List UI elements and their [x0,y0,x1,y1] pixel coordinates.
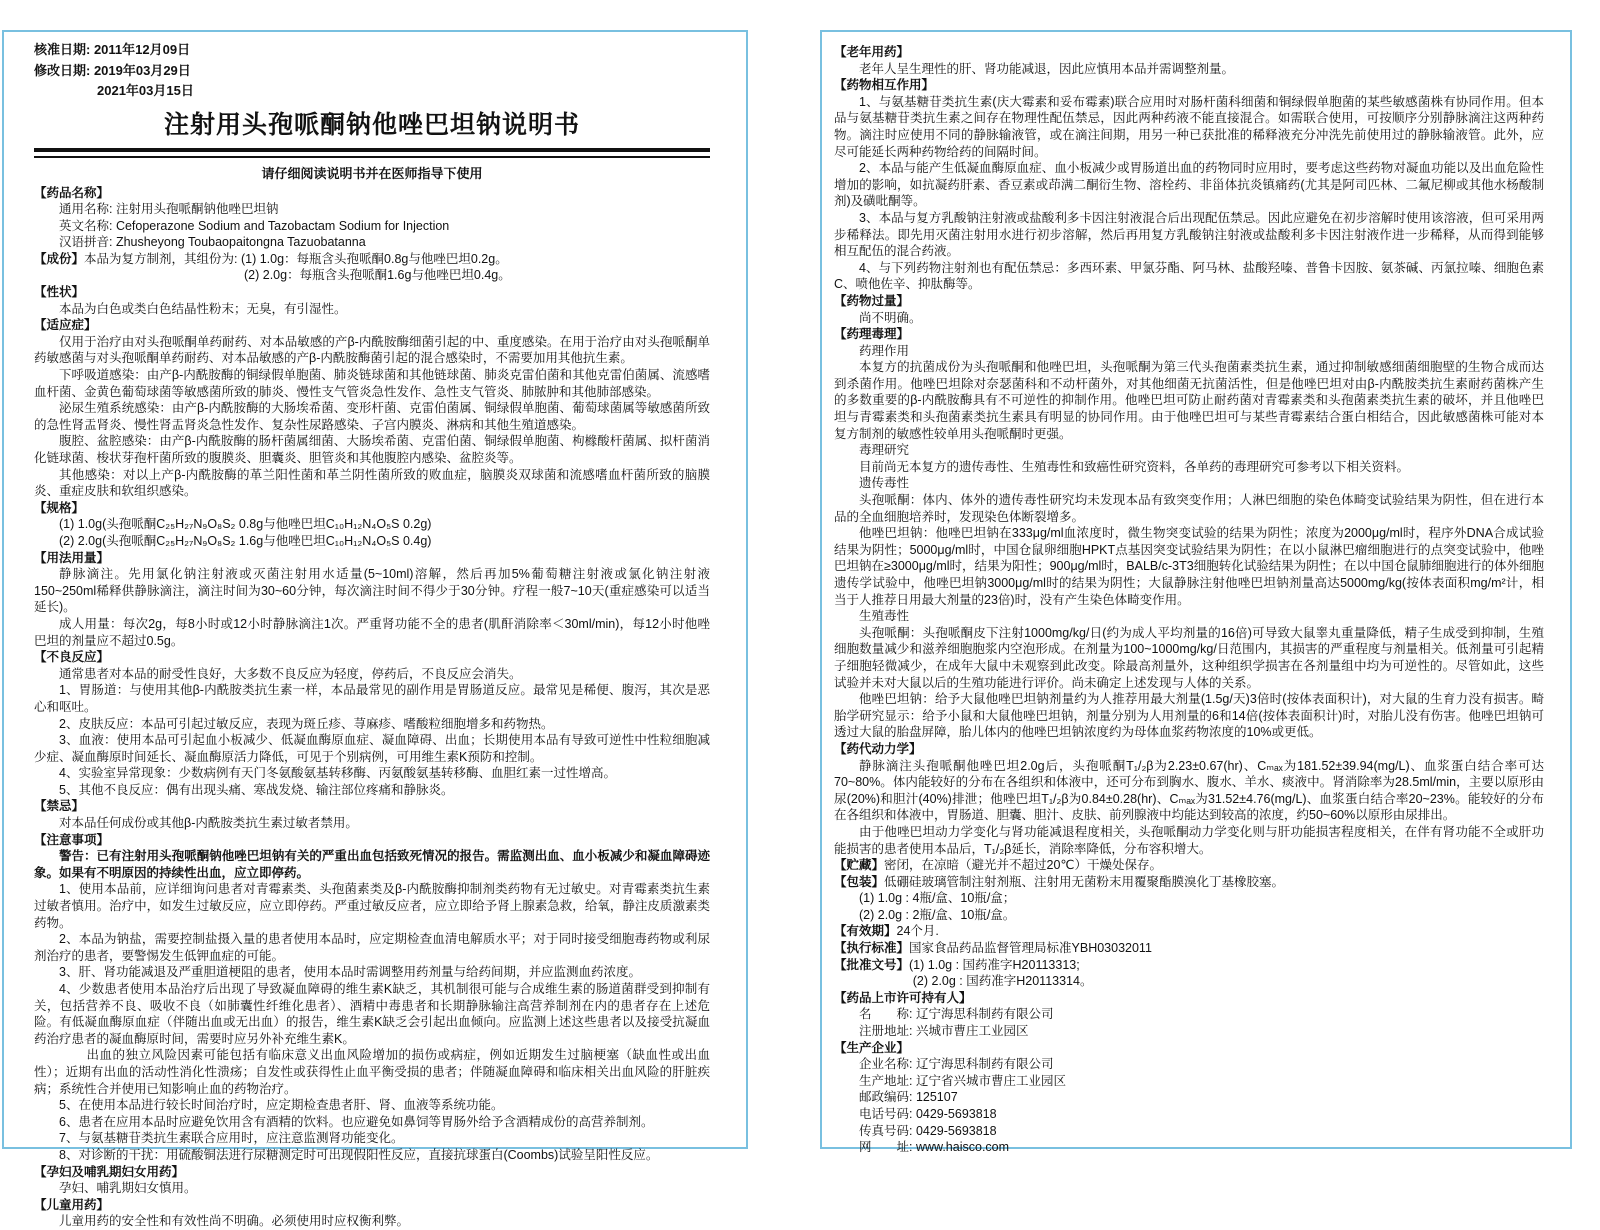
paragraph: 3、血液：使用本品可引起血小板减少、低凝血酶原血症、凝血障碍、出血；长期使用本品有导致可逆性中性粒细胞减少症、凝血酶原时间延长、凝血酶原活力降低，可见于个别病例，可用维生素K预防和控制。 [34,733,710,764]
paragraph: 孕妇、哺乳期妇女慎用。 [59,1181,197,1196]
approval-date: 核准日期: 2011年12月09日 [34,42,191,57]
paragraph: 2、皮肤反应：本品可引起过敏反应，表现为斑丘疹、荨麻疹、嗜酸粒细胞增多和药物热。 [59,716,554,731]
paragraph: 注册地址: 兴城市曹庄工业园区 [859,1024,1029,1039]
paragraph: 药理作用 [859,343,910,358]
paragraph: 企业名称: 辽宁海思科制药有限公司 [859,1057,1054,1072]
right-page-body [834,44,1544,1156]
paragraph: 静脉滴注。先用氯化钠注射液或灭菌注射用水适量(5~10ml)溶解，然后再加5%葡萄糖注射液或氯化钠注射液150~250ml稀释供静脉滴注，滴注时间为30~60分钟，每次滴注时间不得少于30分钟。疗程一般7~10天(重症感染可以适当延长)。 [34,567,710,615]
labeled-line: 【有效期】24个月. [834,924,939,939]
paragraph: 成人用量：每次2g，每8小时或12小时静脉滴注1次。严重肾功能不全的患者(肌酐消除率＜30ml/min)，每12小时他唑巴坦的剂量应不超过0.5g。 [34,616,710,648]
paragraph: 遗传毒性 [859,476,910,491]
paragraph: 头孢哌酮：头孢哌酮皮下注射1000mg/kg/日(约为成人平均剂量的16倍)可导致大鼠睾丸重量降低，精子生成受到抑制，生殖细胞数量减少和滋养细胞胞浆内空泡形成。在剂量为100~1000mg/kg/日范围内，其损害的严重程度与剂量相关。低剂量可引起精子细胞轻微减少，在成年大鼠中未观察到此改变。除最高剂量外，这种组织学损害在各剂量组中均为可逆性的。尽管如此，这些试验并未对大鼠以后的生殖功能进行评价。尚未确定上述发现与人体的关系。 [834,625,1544,690]
paragraph: 邮政编码: 125107 [859,1090,958,1105]
page-right [820,30,1572,1155]
paragraph: 3、肝、肾功能减退及严重胆道梗阻的患者，使用本品时需调整用药剂量与给药间期，并应监测血药浓度。 [59,965,641,980]
paragraph: 通用名称: 注射用头孢哌酮钠他唑巴坦钠 [59,202,279,217]
section-label: 【贮藏】 [834,858,885,873]
paragraph: 本复方的抗菌成份为头孢哌酮和他唑巴坦，头孢哌酮为第三代头孢菌素类抗生素，通过抑制敏感细菌细胞壁的生物合成而达到杀菌作用。他唑巴坦除对奈瑟菌科和不动杆菌外，对其他细菌无抗菌活性，但是他唑巴坦对由β-内酰胺类抗生素耐药菌株产生的多数重要的β-内酰胺酶具有不可逆性的抑制作用。他唑巴坦可防止耐药菌对青霉素类和头孢菌素类抗生素的破坏，并且他唑巴坦与青霉素类和头孢菌素类抗生素具有明显的协同作用。由于他唑巴坦可与某些青霉素结合蛋白相结合，因此敏感菌株可能对本复方制剂的敏感性较单用头孢哌酮时更强。 [834,360,1544,441]
paragraph: 8、对诊断的干扰：用硫酸铜法进行尿糖测定时可出现假阳性反应，直接抗球蛋白(Coombs)试验呈阳性反应。 [59,1147,659,1162]
paragraph: 2、本品与能产生低凝血酶原血症、血小板减少或胃肠道出血的药物同时应用时，要考虑这些药物对凝血功能以及出血危险性增加的影响，如抗凝药肝素、香豆素或茚满二酮衍生物、溶栓药、非甾体抗炎镇痛药(尤其是阿司匹林、二氟尼柳或其他水杨酸制剂)及磺吡酮等。 [834,161,1544,209]
section-label: 【有效期】 [834,924,897,939]
section-label: 【批准文号】 [834,957,910,972]
paragraph: 汉语拼音: Zhusheyong Toubaopaitongna Tazuobatanna [59,235,366,250]
section-label: 【包装】 [834,874,885,889]
paragraph: (1) 1.0g : 4瓶/盒、10瓶/盒； [859,891,1016,906]
paragraph: 头孢哌酮：体内、体外的遗传毒性研究均未发现本品有致突变作用；人淋巴细胞的染色体畸变试验结果为阴性，但在进行本品的全血细胞培养时，发现染色体断裂增多。 [834,493,1544,524]
paragraph: 2、本品为钠盐，需要控制盐摄入量的患者使用本品时，应定期检查血清电解质水平；对于同时接受细胞毒药物或利尿剂治疗的患者，要警惕发生低钾血症的可能。 [34,932,710,963]
paragraph: 网 址: www.haisco.com [859,1140,1010,1155]
paragraph: 电话号码: 0429-5693818 [859,1107,997,1121]
section-heading: 【适应症】 [34,318,97,333]
section-heading: 【注意事项】 [34,832,110,847]
paragraph: (2) 2.0g(头孢哌酮C₂₅H₂₇N₉O₈S₂ 1.6g与他唑巴坦C₁₀H₁₂N₄O₅S 0.4g) [59,533,432,548]
paragraph: 4、实验室异常现象：少数病例有天门冬氨酸氨基转移酶、丙氨酸氨基转移酶、血胆红素一过性增高。 [59,766,616,781]
section-heading: 【禁忌】 [34,799,85,814]
labeled-line: 【成份】本品为复方制剂，其组份为: (1) 1.0g：每瓶含头孢哌酮0.8g与他唑巴坦0.2g。 [34,251,508,266]
paragraph: 老年人呈生理性的肝、肾功能减退，因此应慎用本品并需调整剂量。 [859,61,1235,76]
labeled-line: 【包装】低硼硅玻璃管制注射剂瓶、注射用无菌粉末用覆聚酯膜溴化丁基橡胶塞。 [834,874,1285,889]
section-heading: 【老年用药】 [834,45,910,59]
section-heading: 【规格】 [34,500,85,515]
page-left [2,30,748,1229]
paragraph: (1) 1.0g(头孢哌酮C₂₅H₂₇N₉O₈S₂ 0.8g与他唑巴坦C₁₀H₁₂N₄O₅S 0.2g) [59,517,432,532]
section-label: 【成份】 [34,251,85,266]
paragraph: 1、与氨基糖苷类抗生素(庆大霉素和妥布霉素)联合应用时对肠杆菌科细菌和铜绿假单胞菌的某些敏感菌株有协同作用。但本品与氨基糖苷类抗生素之间存在物理性配伍禁忌，因此两种药液不能直接混合。如需联合使用，可按顺序分别静脉滴注这两种药物。滴注时应使用不同的静脉输液管，或在滴注间期，用另一种已获批准的稀释液充分冲洗先前使用过的静脉输液管。此外，应尽可能延长两种药物给药的间隔时间。 [834,94,1544,159]
labeled-line: 【执行标准】国家食品药品监督管理局标准YBH03032011 [834,941,1152,956]
paragraph: 5、在使用本品进行较长时间治疗时，应定期检查患者肝、肾、血液等系统功能。 [59,1098,504,1113]
paragraph: 静脉滴注头孢哌酮他唑巴坦2.0g后，头孢哌酮T₁/₂β为2.23±0.67(hr)、Cₘₐₓ为181.52±39.94(mg/L)、血浆蛋白结合率可达70~80%。体内能较好的分布在各组织和体液中，还可分布到胸水、腹水、羊水、痰液中。肾消除率为28.5ml/min，主要以原形由尿(20%)和胆汁(40%)排泄；他唑巴坦T₁/₂β为0.84±0.28(hr)、Cₘₐₓ为31.52±4.76(mg/L)、血浆蛋白结合率20~23%。能较好的分布在各组织和体液中，胃肠道、胆囊、胆汁、皮肤、前列腺液中均能达到较高的浓度，约50~60%以原形由尿排出。 [834,758,1544,823]
paragraph: 3、本品与复方乳酸钠注射液或盐酸利多卡因注射液混合后出现配伍禁忌。因此应避免在初步溶解时使用该溶液，但可采用两步稀释法。即先用灭菌注射用水进行初步溶解，然后再用复方乳酸钠注射液或盐酸利多卡因注射液作进一步稀释，从而得到能够相互配伍的混合药液。 [834,210,1544,259]
paragraph: 腹腔、盆腔感染：由产β-内酰胺酶的肠杆菌属细菌、大肠埃希菌、克雷伯菌、铜绿假单胞菌、枸橼酸杆菌属、拟杆菌消化链球菌、梭状芽孢杆菌所致的腹膜炎、胆囊炎、胆管炎和其他腹腔内感染、盆腔炎等。 [34,434,710,465]
labeled-line: 【批准文号】(1) 1.0g : 国药准字H20113313; [834,957,1080,972]
paragraph: 1、胃肠道：与使用其他β-内酰胺类抗生素一样，本品最常见的副作用是胃肠道反应。最常见是稀便、腹泻，其次是恶心和呕吐。 [34,683,710,714]
revision-date-1: 修改日期: 2019年03月29日 [34,62,191,78]
paragraph: 4、少数患者使用本品治疗后出现了导致凝血障碍的维生素K缺乏，其机制很可能与合成维生素的肠道菌群受到抑制有关，包括营养不良、吸收不良（如肺囊性纤维化患者）、酒精中毒患者和长期静脉输注高营养制剂在内的患者存在上述危险。有低凝血酶原血症（伴随出血或无出血）的报告，维生素K缺乏会引起出血倾向。应监测上述这些患者以及接受抗凝血药治疗患者的凝血酶原时间，需要时应另外补充维生素K。 [34,982,710,1046]
paragraph: 他唑巴坦钠：他唑巴坦钠在333μg/ml血浓度时，微生物突变试验的结果为阴性；浓度为2000μg/ml时，程序外DNA合成试验结果为阴性；5000μg/ml时，中国仓鼠卵细胞HPKT点基因突变试验结果为阴性；在以小鼠淋巴瘤细胞进行的点突变试验中，他唑巴坦钠在≥3000μg/ml时，结果为阳性；900μg/ml时，BALB/c-3T3细胞转化试验结果为阴性；在以中国仓鼠肺细胞进行的体外细胞遗传学试验中，他唑巴坦钠3000μg/ml时的结果为阴性；大鼠静脉注射他唑巴坦钠剂量高达5000mg/kg(按体表面积mg/m²计，相当于人推荐日用最大剂量的23倍)时，没有产生染色体畸变作用。 [834,526,1544,607]
revision-date-2: 2021年03月15日 [97,83,194,98]
paragraph: 4、与下列药物注射剂也有配伍禁忌：多西环素、甲氯芬酯、阿马林、盐酸羟嗪、普鲁卡因胺、氨茶碱、丙氯拉嗪、细胞色素C、喷他佐辛、抑肽酶等。 [834,260,1544,292]
paragraph: 下呼吸道感染：由产β-内酰胺酶的铜绿假单胞菌、肺炎链球菌和其他链球菌、肺炎克雷伯菌和其他克雷伯菌属、流感嗜血杆菌、金黄色葡萄球菌等敏感菌所致的肺炎、慢性支气管炎急性发作、急性支气管炎、肺脓肿和其他肺部感染。 [34,368,710,399]
paragraph: 泌尿生殖系统感染：由产β-内酰胺酶的大肠埃希菌、变形杆菌、克雷伯菌属、铜绿假单胞菌、葡萄球菌属等敏感菌所致的急性肾盂肾炎、慢性肾盂肾炎急性发作、复杂性尿路感染、子宫内膜炎、淋病和其他生殖道感染。 [34,401,710,432]
leaflet-title: 注射用头孢哌酮钠他唑巴坦钠说明书 [163,110,580,139]
section-heading: 【用法用量】 [34,550,110,565]
paragraph: 毒理研究 [859,443,910,458]
left-page-body [34,185,710,1230]
paragraph: 仅用于治疗由对头孢哌酮单药耐药、对本品敏感的产β-内酰胺酶细菌引起的中、重度感染。在用于治疗由对头孢哌酮单药敏感菌与对头孢哌酮单药耐药、对本品敏感的产β-内酰胺酶菌引起的混合感染时，不需要加用其他抗生素。 [34,334,710,366]
paragraph: 传真号码: 0429-5693818 [859,1123,997,1138]
paragraph: 他唑巴坦钠：给予大鼠他唑巴坦钠剂量约为人推荐用最大剂量(1.5g/天)3倍时(按体表面积计)，对大鼠的生育力没有损害。畸胎学研究显示：给予小鼠和大鼠他唑巴坦钠，剂量分别为人用剂量的6和14倍(按体表面积计)时，对胎儿没有伤害。他唑巴坦钠可透过大鼠的胎盘屏障，胎儿体内的他唑巴坦钠浓度约为母体血浆药物浓度的10%或更低。 [834,692,1544,740]
paragraph: 名 称: 辽宁海思科制药有限公司 [859,1007,1054,1022]
read-notice: 请仔细阅读说明书并在医师指导下使用 [261,165,483,181]
hanging-line: (2) 2.0g：每瓶含头孢哌酮1.6g与他唑巴坦0.4g。 [244,268,511,283]
paragraph: 生产地址: 辽宁省兴城市曹庄工业园区 [859,1073,1066,1088]
title-divider [34,148,710,158]
paragraph: 由于他唑巴坦动力学变化与肾功能减退程度相关，头孢哌酮动力学变化则与肝功能损害程度相关，在伴有肾功能不全或肝功能损害的患者使用本品后，T₁/₂β延长，消除率降低，分布容积增大。 [834,824,1544,856]
section-heading: 【药品上市许可持有人】 [834,990,972,1005]
paragraph: 英文名称: Cefoperazone Sodium and Tazobactam Sodium for Injection [59,218,450,233]
paragraph: 5、其他不良反应：偶有出现头痛、寒战发烧、输注部位疼痛和静脉炎。 [59,782,454,797]
section-heading: 【儿童用药】 [34,1197,110,1212]
paragraph: 对本品任何成份或其他β-内酰胺类抗生素过敏者禁用。 [59,816,358,831]
section-heading: 【药理毒理】 [834,327,910,342]
section-heading: 【药品名称】 [34,185,110,200]
paragraph: 儿童用药的安全性和有效性尚不明确。必须使用时应权衡利弊。 [59,1214,410,1229]
paragraph: 尚不明确。 [859,310,922,325]
paragraph: 1、使用本品前，应详细询问患者对青霉素类、头孢菌素类及β-内酰胺酶抑制剂类药物有无过敏史。对青霉素类抗生素过敏者慎用。治疗中，如发生过敏反应，应立即停药。严重过敏反应者，应立即给予肾上腺素急救，给氧，静注皮质激素类药物。 [34,882,710,930]
warning-text: 警告：已有注射用头孢哌酮钠他唑巴坦钠有关的严重出血包括致死情况的报告。需监测出血、血小板减少和凝血障碍迹象。如果有不明原因的持续性出血，应立即停药。 [34,849,710,880]
section-heading: 【性状】 [34,285,85,300]
revision-dates [34,40,710,102]
paragraph: 6、患者在应用本品时应避免饮用含有酒精的饮料。也应避免如鼻饲等胃肠外给予含酒精成份的高营养制剂。 [59,1114,654,1129]
hanging-line: (2) 2.0g : 国药准字H20113314。 [912,974,1093,989]
paragraph: (2) 2.0g : 2瓶/盒、10瓶/盒。 [859,907,1016,922]
section-heading: 【不良反应】 [34,650,110,665]
paragraph: 目前尚无本复方的遗传毒性、生殖毒性和致癌性研究资料，各单药的毒理研究可参考以下相关资料。 [859,459,1410,474]
paragraph: 通常患者对本品的耐受性良好，大多数不良反应为轻度，停药后，不良反应会消失。 [59,666,522,681]
paragraph: 7、与氨基糖苷类抗生素联合应用时，应注意监测肾功能变化。 [59,1131,404,1146]
section-heading: 【药物过量】 [834,293,910,308]
paragraph: 其他感染：对以上产β-内酰胺酶的革兰阳性菌和革兰阴性菌所致的败血症，脑膜炎双球菌和流感嗜血杆菌所致的脑膜炎、重症皮肤和软组织感染。 [34,467,710,499]
section-heading: 【药代动力学】 [834,741,922,756]
paragraph: 出血的独立风险因素可能包括有临床意义出血风险增加的损伤或病症，例如近期发生过脑梗塞（缺血性或出血性）；近期有出血的活动性消化性溃疡；自发性或获得性止血平衡受损的患者；伴随凝血障碍和临床相关出血风险的肝脏疾病；系统性合并使用已知影响止血的药物治疗。 [34,1048,710,1096]
section-label: 【执行标准】 [834,941,910,956]
paragraph: 生殖毒性 [859,609,910,624]
paragraph: 本品为白色或类白色结晶性粉末；无臭，有引湿性。 [59,301,347,316]
section-heading: 【生产企业】 [834,1040,910,1055]
section-heading: 【药物相互作用】 [834,78,935,93]
labeled-line: 【贮藏】密闭，在凉暗（避光并不超过20℃）干燥处保存。 [834,858,1162,873]
section-heading: 【孕妇及哺乳期妇女用药】 [34,1164,185,1179]
